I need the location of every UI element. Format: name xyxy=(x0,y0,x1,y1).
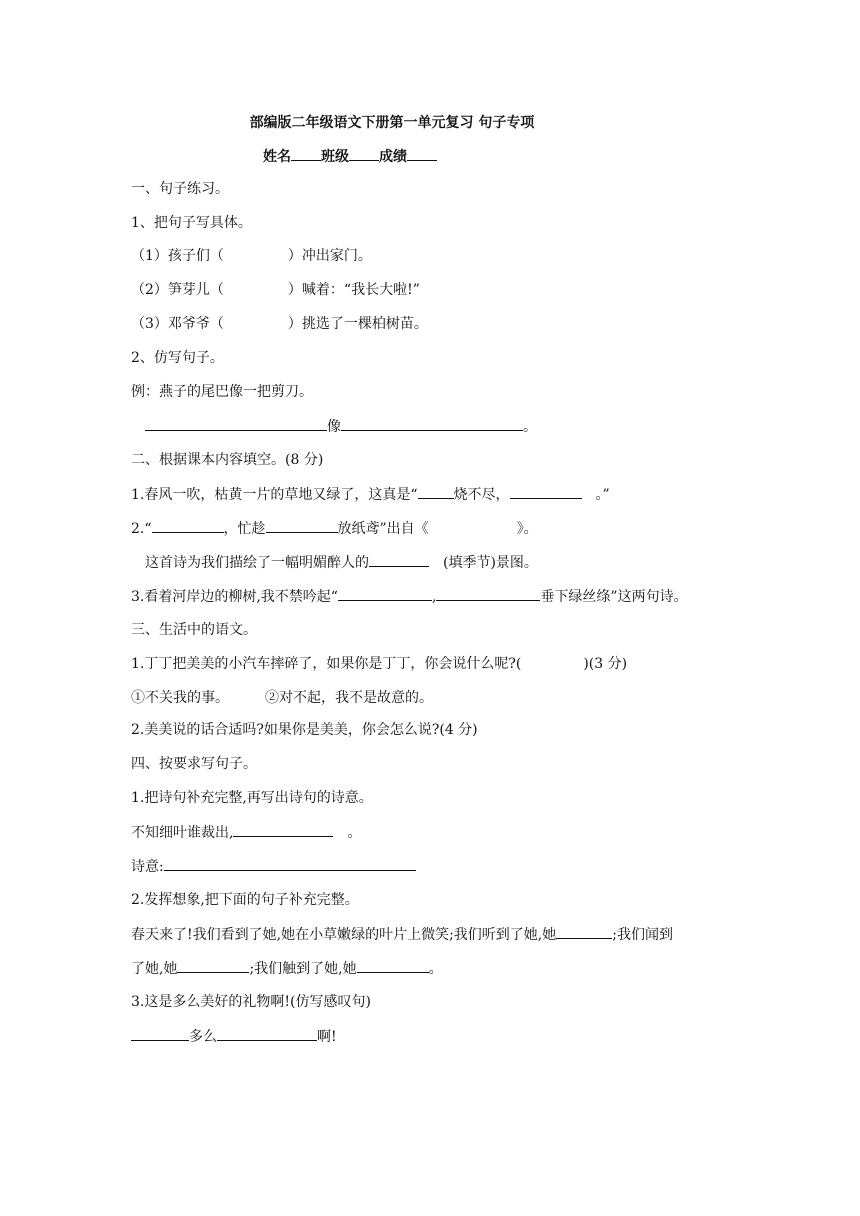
question-1-2: 2、仿写句子。 xyxy=(131,350,224,366)
student-info-line xyxy=(0,146,860,166)
exclamation-line: 多么 啊! xyxy=(131,1026,337,1047)
example-sentence: 例：燕子的尾巴像一把剪刀。 xyxy=(131,384,313,400)
answer-blank[interactable] xyxy=(131,1026,189,1041)
answer-blank[interactable] xyxy=(145,416,327,431)
question-4-2: 2.发挥想象,把下面的句子补充完整。 xyxy=(131,892,359,908)
fill-line-1: 1.春风一吹，枯黄一片的草地又绿了，这真是“ 烧不尽， 。” xyxy=(131,484,610,505)
section-2-heading: 二、根据课本内容填空。(8 分) xyxy=(131,452,324,468)
fill-item-1: （1）孩子们（ ）冲出家门。 xyxy=(131,248,372,264)
answer-blank[interactable] xyxy=(357,958,429,973)
section-3-heading: 三、生活中的语文。 xyxy=(131,622,257,638)
name-label: 姓名 xyxy=(263,149,291,165)
section-1-heading: 一、句子练习。 xyxy=(131,181,229,197)
score-blank[interactable] xyxy=(407,146,437,161)
name-blank[interactable] xyxy=(291,146,321,161)
answer-blank[interactable] xyxy=(436,586,540,601)
answer-blank[interactable] xyxy=(152,518,224,533)
class-label: 班级 xyxy=(321,149,349,165)
fill-item-3: （3）邓爷爷（ ）挑选了一棵柏树苗。 xyxy=(131,316,428,332)
answer-blank[interactable] xyxy=(510,484,582,499)
options-line xyxy=(131,688,433,708)
answer-blank[interactable] xyxy=(266,518,338,533)
answer-blank[interactable] xyxy=(233,822,333,837)
answer-blank[interactable] xyxy=(341,416,523,431)
answer-blank[interactable] xyxy=(418,484,454,499)
answer-blank[interactable] xyxy=(177,958,249,973)
poem-line: 不知细叶谁裁出, 。 xyxy=(131,822,361,843)
answer-blank[interactable] xyxy=(369,552,429,567)
imitation-line: 像 。 xyxy=(145,416,537,437)
imagination-line-2: 了她,她 ;我们触到了她,她 。 xyxy=(131,958,443,979)
imagination-line-1: 春天来了!我们看到了她,她在小草嫩绿的叶片上微笑;我们听到了她,她 ;我们闻到 xyxy=(131,924,673,945)
question-3-2: 2.美美说的话合适吗?如果你是美美，你会怎么说?(4 分) xyxy=(131,722,478,738)
meaning-line: 诗意: xyxy=(131,856,416,877)
answer-blank[interactable] xyxy=(217,1026,317,1041)
option-1[interactable]: ①不关我的事。 xyxy=(131,690,229,706)
fill-item-2: （2）笋芽儿（ ）喊着：“我长大啦!” xyxy=(131,282,420,298)
fill-line-2: 2.“ ，忙趁 放纸鸢”出自《 》。 xyxy=(131,518,538,539)
class-blank[interactable] xyxy=(349,146,379,161)
fill-line-4: 3.看着河岸边的柳树,我不禁吟起“ , 垂下绿丝绦”这两句诗。 xyxy=(131,586,688,607)
answer-blank[interactable] xyxy=(338,586,432,601)
page-title: 部编版二年级语文下册第一单元复习 句子专项 xyxy=(249,115,535,131)
score-label: 成绩 xyxy=(379,149,407,165)
fill-line-3: 这首诗为我们描绘了一幅明媚醉人的 (填季节)景图。 xyxy=(145,552,538,573)
question-4-3: 3.这是多么美好的礼物啊!(仿写感叹句) xyxy=(131,994,371,1010)
option-2[interactable]: ②对不起，我不是故意的。 xyxy=(265,690,433,706)
question-3-1: 1.丁丁把美美的小汽车摔碎了，如果你是丁丁，你会说什么呢?( )(3 分) xyxy=(131,656,628,672)
answer-blank[interactable] xyxy=(164,856,416,871)
section-4-heading: 四、按要求写句子。 xyxy=(131,756,257,772)
question-4-1: 1.把诗句补充完整,再写出诗句的诗意。 xyxy=(131,790,373,806)
answer-blank[interactable] xyxy=(556,924,612,939)
question-1-1: 1、把句子写具体。 xyxy=(131,215,252,231)
